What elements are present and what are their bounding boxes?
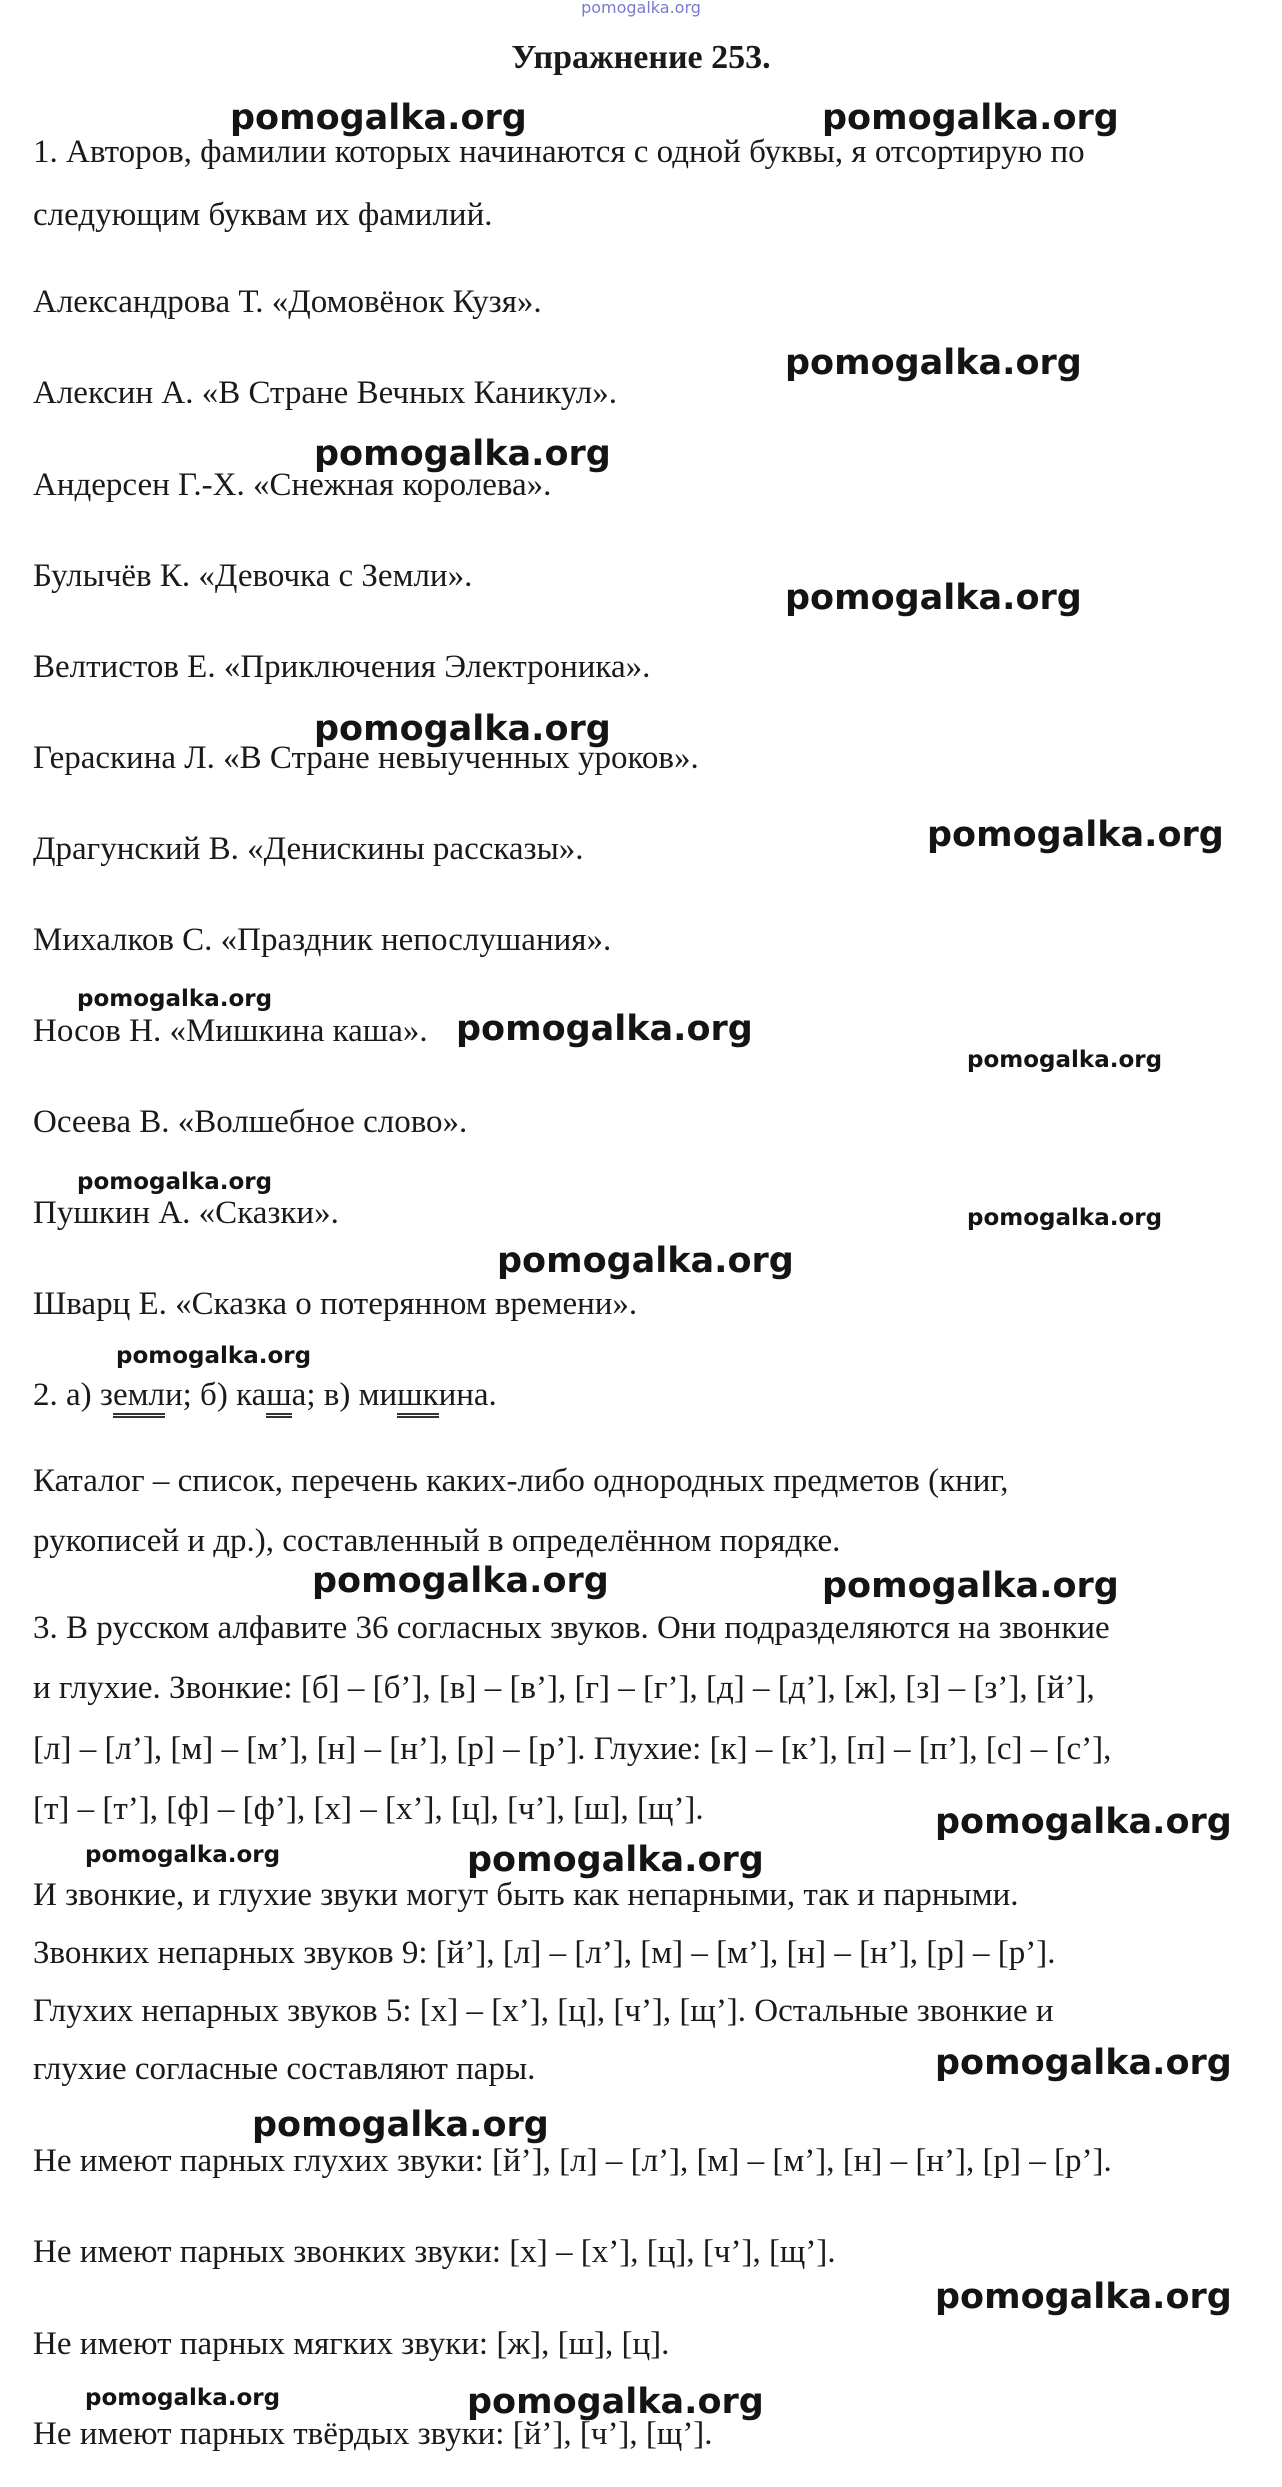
watermark: pomogalka.org bbox=[822, 98, 1119, 138]
section-3-line: Не имеют парных мягких звуки: [ж], [ш], [ц]. bbox=[33, 2326, 670, 2362]
author-entry: Шварц Е. «Сказка о потерянном времени». bbox=[33, 1286, 638, 1322]
author-entry: Драгунский В. «Денискины рассказы». bbox=[33, 831, 584, 867]
watermark: pomogalka.org bbox=[785, 343, 1082, 383]
section-3-line: И звонкие, и глухие звуки могут быть как непарными, так и парными. bbox=[33, 1877, 1019, 1913]
section-3-line: 3. В русском алфавите 36 согласных звуков. Они подразделяются на звонкие bbox=[33, 1610, 1110, 1646]
watermark: pomogalka.org bbox=[935, 2277, 1232, 2317]
watermark: pomogalka.org bbox=[230, 98, 527, 138]
watermark: pomogalka.org bbox=[935, 1802, 1232, 1842]
watermark: pomogalka.org bbox=[927, 815, 1224, 855]
watermark: pomogalka.org bbox=[456, 1009, 753, 1049]
author-entry: Пушкин А. «Сказки». bbox=[33, 1195, 339, 1231]
author-entry: Булычёв К. «Девочка с Земли». bbox=[33, 558, 473, 594]
watermark: pomogalka.org bbox=[116, 1343, 312, 1369]
section-3-line: и глухие. Звонкие: [б] – [б’], [в] – [в’], [г] – [г’], [д] – [д’], [ж], [з] – [з’], [й’], bbox=[33, 1670, 1095, 1706]
watermark: pomogalka.org bbox=[77, 986, 273, 1012]
watermark: pomogalka.org bbox=[497, 1241, 794, 1281]
underlined-letters: шк bbox=[397, 1377, 438, 1418]
intro-line-2: следующим буквам их фамилий. bbox=[33, 197, 493, 233]
word-part: а bbox=[291, 1377, 307, 1413]
task-2-prefix: 2. а) bbox=[33, 1377, 100, 1413]
separator: ; б) bbox=[182, 1377, 237, 1413]
author-entry: Гераскина Л. «В Стране невыученных уроков». bbox=[33, 740, 699, 776]
section-3-line: [л] – [л’], [м] – [м’], [н] – [н’], [р] – [р’]. Глухие: [к] – [к’], [п] – [п’], [с] – [с’], bbox=[33, 1731, 1112, 1767]
top-watermark: pomogalka.org bbox=[581, 0, 701, 17]
author-entry: Александрова Т. «Домовёнок Кузя». bbox=[33, 284, 542, 320]
author-entry: Михалков С. «Праздник непослушания». bbox=[33, 922, 612, 958]
author-entry: Велтистов Е. «Приключения Электроника». bbox=[33, 649, 651, 685]
author-entry: Андерсен Г.-Х. «Снежная королева». bbox=[33, 467, 552, 503]
section-3-line: Не имеют парных звонких звуки: [х] – [х’], [ц], [ч’], [щ’]. bbox=[33, 2234, 836, 2270]
section-3-line: Глухих непарных звуков 5: [х] – [х’], [ц], [ч’], [щ’]. Остальные звонкие и bbox=[33, 1993, 1054, 2029]
word-part: з bbox=[99, 1377, 113, 1413]
watermark: pomogalka.org bbox=[85, 1842, 281, 1868]
word-part: и bbox=[164, 1377, 183, 1413]
watermark: pomogalka.org bbox=[467, 2382, 764, 2422]
intro-line-1: 1. Авторов, фамилии которых начинаются с одной буквы, я отсортирую по bbox=[33, 134, 1085, 170]
watermark: pomogalka.org bbox=[312, 1561, 609, 1601]
watermark: pomogalka.org bbox=[77, 1169, 273, 1195]
catalog-line-2: рукописей и др.), составленный в определённом порядке. bbox=[33, 1523, 841, 1559]
author-entry: Носов Н. «Мишкина каша». bbox=[33, 1013, 428, 1049]
task-2-line bbox=[33, 1375, 497, 1415]
word-part: ми bbox=[358, 1377, 398, 1413]
word-part: ка bbox=[236, 1377, 267, 1413]
watermark: pomogalka.org bbox=[314, 434, 611, 474]
section-3-line: Не имеют парных глухих звуки: [й’], [л] – [л’], [м] – [м’], [н] – [н’], [р] – [р’]. bbox=[33, 2143, 1112, 2179]
section-3-line: глухие согласные составляют пары. bbox=[33, 2051, 536, 2087]
watermark: pomogalka.org bbox=[967, 1205, 1163, 1231]
watermark: pomogalka.org bbox=[785, 578, 1082, 618]
section-3-line: Не имеют парных твёрдых звуки: [й’], [ч’], [щ’]. bbox=[33, 2416, 713, 2452]
section-3-line: Звонких непарных звуков 9: [й’], [л] – [л’], [м] – [м’], [н] – [н’], [р] – [р’]. bbox=[33, 1935, 1056, 1971]
word-part: ина bbox=[438, 1377, 489, 1413]
underlined-letters: ш bbox=[266, 1377, 291, 1418]
page-title: Упражнение 253. bbox=[511, 39, 771, 76]
watermark: pomogalka.org bbox=[935, 2043, 1232, 2083]
separator: ; в) bbox=[306, 1377, 359, 1413]
catalog-line-1: Каталог – список, перечень каких-либо однородных предметов (книг, bbox=[33, 1463, 1009, 1499]
section-3-line: [т] – [т’], [ф] – [ф’], [х] – [х’], [ц], [ч’], [ш], [щ’]. bbox=[33, 1791, 704, 1827]
underlined-letters: емл bbox=[113, 1377, 165, 1418]
watermark: pomogalka.org bbox=[967, 1047, 1163, 1073]
author-entry: Алексин А. «В Стране Вечных Каникул». bbox=[33, 375, 617, 411]
end-punctuation: . bbox=[488, 1377, 497, 1413]
watermark: pomogalka.org bbox=[314, 709, 611, 749]
watermark: pomogalka.org bbox=[85, 2385, 281, 2411]
watermark: pomogalka.org bbox=[822, 1566, 1119, 1606]
watermark: pomogalka.org bbox=[252, 2105, 549, 2145]
watermark: pomogalka.org bbox=[467, 1840, 764, 1880]
author-entry: Осеева В. «Волшебное слово». bbox=[33, 1104, 468, 1140]
